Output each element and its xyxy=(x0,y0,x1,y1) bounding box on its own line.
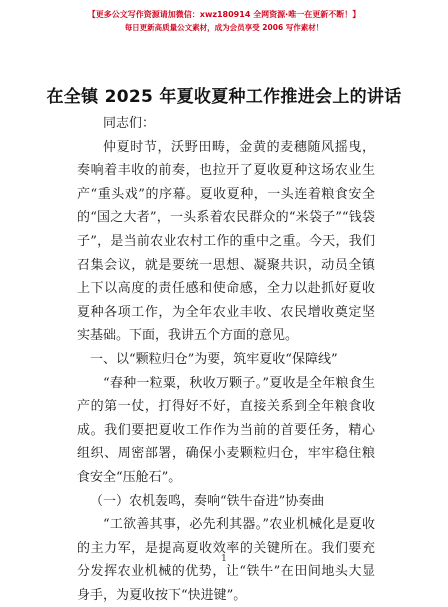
section-heading-1: 一、以“颗粒归仓”为要，筑牢夏收“保障线” xyxy=(90,351,338,367)
paragraph-subsection-1: “工欲善其事，必先利其器。”农业机械化是夏收的主力军，是提高夏收效率的关键所在。我们要充分发挥农业机械的优势，让“铁牛”在田间地头大显身手，为夏收按下“快进键”。 xyxy=(77,517,375,603)
subsection-heading-1: （一）农机轰鸣，奏响“铁牛奋进”协奏曲 xyxy=(90,493,325,509)
page-number: 1 xyxy=(221,554,227,564)
document-body xyxy=(77,112,375,607)
banner-line-2: 每日更新高质量公文素材，成为会员享受 2006 写作素材！ xyxy=(124,23,324,32)
paragraph-section-1: “春种一粒粟，秋收万颗子。”夏收是全年粮食生产的第一仗，打得好不好，直接关系到全年粮食收成。我们要把夏收工作作为当前的首要任务，精心组织、周密部署，确保小麦颗粒归仓，牢牢稳住粮食安全“压舱石”。 xyxy=(77,375,375,485)
paragraph-intro: 仲夏时节，沃野田畴，金黄的麦穗随风摇曳，奏响着丰收的前奏，也拉开了夏收夏种这场农业生产“重头戏”的序幕。夏收夏种，一头连着粮食安全的“国之大者”，一头系着农民群众的“米袋子”“钱袋子”，是当前农业农村工作的重中之重。今天，我们召集会议，就是要统一思想、凝聚共识，动员全镇上下以高度的责任感和使命感，全力以赴抓好夏收夏种各项工作，为全年农业丰收、农民增收奠定坚实基础。下面，我讲五个方面的意见。 xyxy=(77,139,375,344)
salutation: 同志们： xyxy=(103,116,156,131)
promo-banner xyxy=(0,8,448,34)
document-title: 在全镇 2025 年夏收夏种工作推进会上的讲话 xyxy=(46,87,402,107)
banner-line-1: 【更多公文写作资源请加微信：xwz180914 全网资源·唯一在更新不断！】 xyxy=(87,10,361,19)
